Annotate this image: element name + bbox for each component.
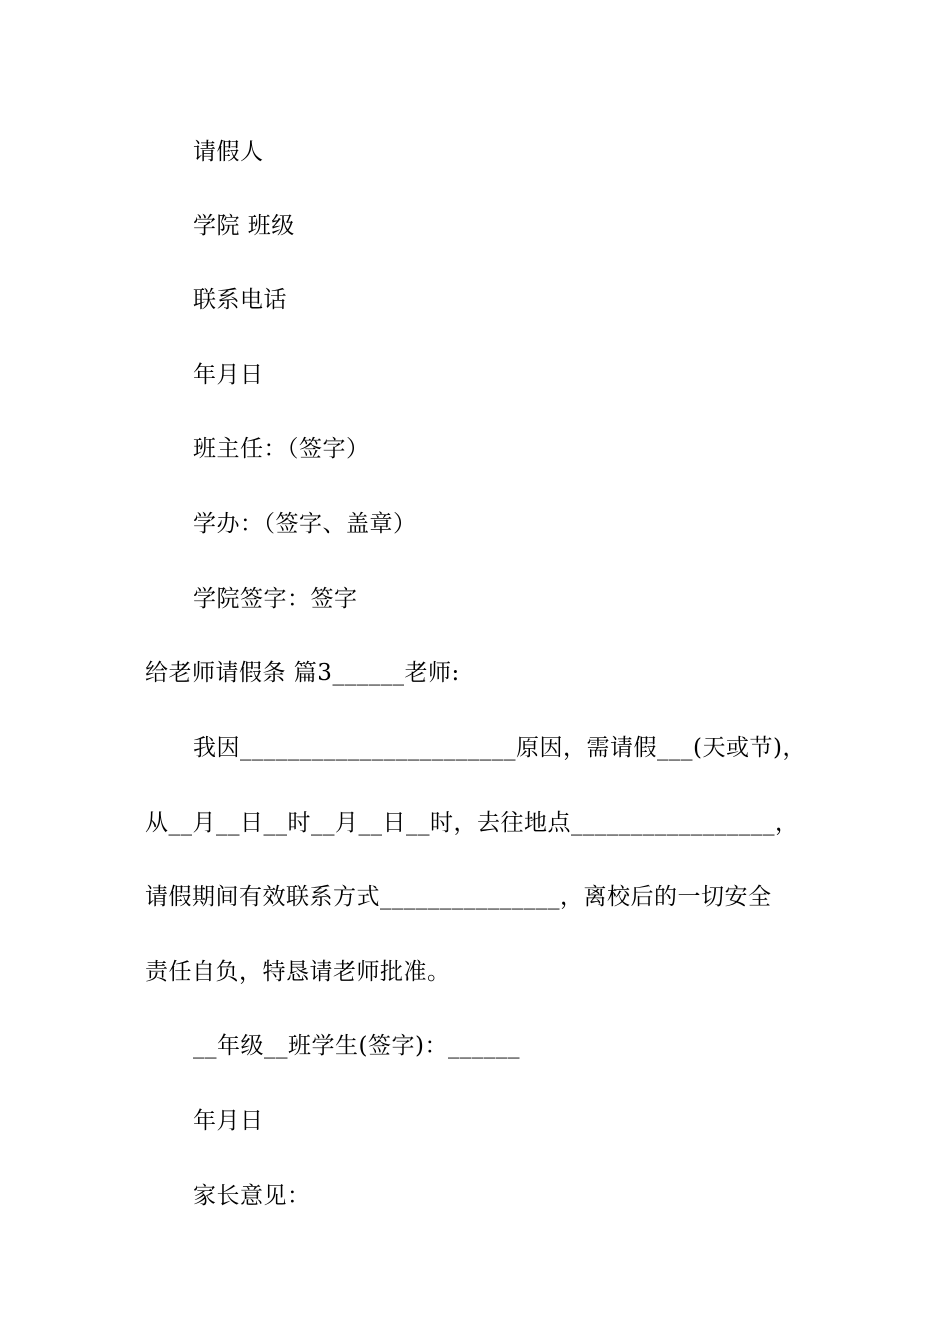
phone-line: 联系电话 [193,287,287,313]
body-line-3: 请假期间有效联系方式_______________，离校后的一切安全 [145,884,772,910]
college-class-line: 学院 班级 [193,213,295,239]
college-signature-line: 学院签字：签字 [193,586,358,612]
date-line: 年月日 [193,362,264,388]
date-line-2: 年月日 [193,1108,264,1134]
section-heading: 给老师请假条 篇3______老师: [145,660,460,686]
body-line-1: 我因_______________________原因，需请假___(天或节)， [193,735,806,761]
applicant-line: 请假人 [193,139,264,165]
parent-opinion-line: 家长意见： [193,1183,311,1209]
student-signature-line: __年级__班学生(签字)：______ [193,1033,520,1059]
body-line-2: 从__月__日__时__月__日__时，去往地点_________________， [145,810,799,836]
student-office-signature-line: 学办：（签字、盖章） [193,511,417,537]
body-line-4: 责任自负，特恳请老师批准。 [145,959,451,985]
head-teacher-signature-line: 班主任：（签字） [193,436,370,462]
